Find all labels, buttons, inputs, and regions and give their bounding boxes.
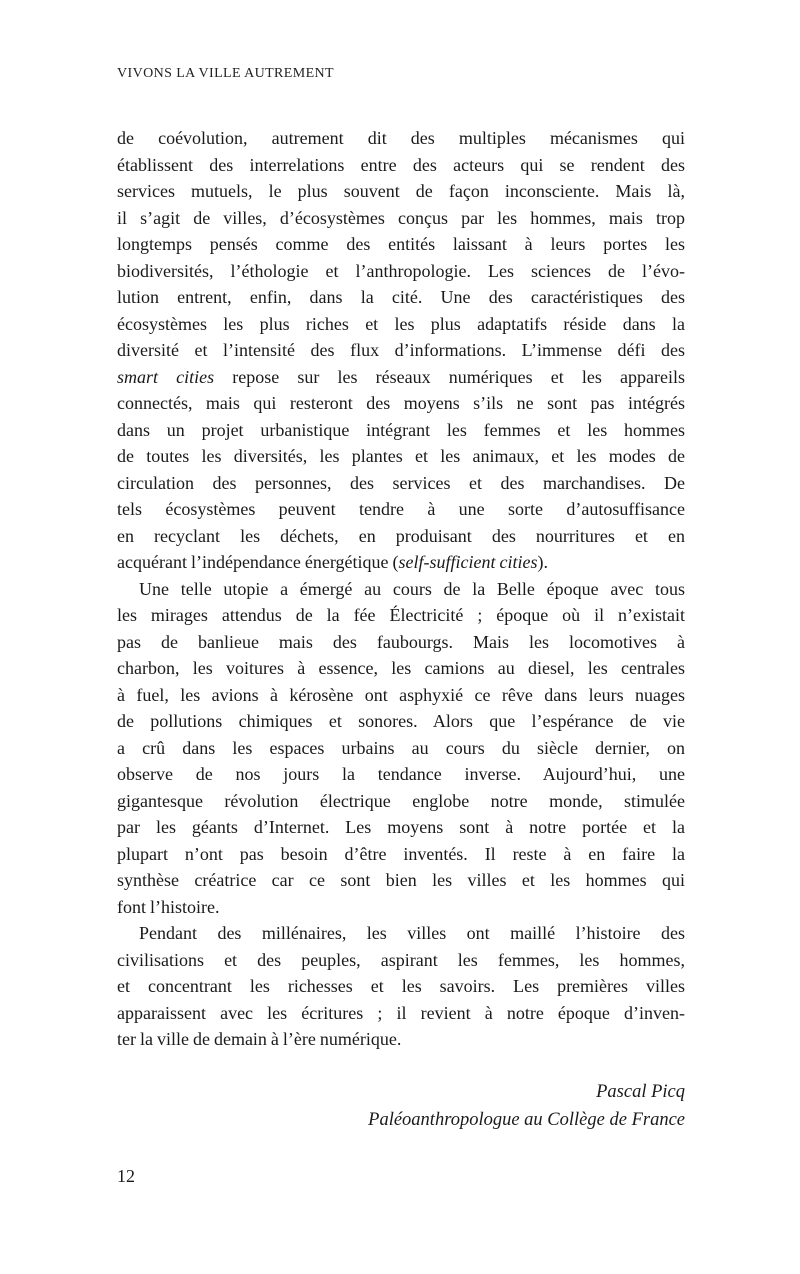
text-line: circulation des personnes, des services et des marchandises. De <box>117 472 685 493</box>
text-line: synthèse créatrice car ce sont bien les villes et les hommes qui <box>117 870 685 890</box>
text-line: Une telle utopie a émergé au cours de la Belle époque avec tous <box>139 578 685 599</box>
text-line: établissent des interrelations entre des acteurs qui se rendent des <box>117 154 685 175</box>
text-line: pas de banlieue mais des faubourgs. Mais les locomotives à <box>117 631 685 652</box>
body-text <box>117 125 685 1053</box>
text-line: biodiversités, l’éthologie et l’anthropologie. Les sciences de l’évo- <box>117 260 685 281</box>
text-line: font l’histoire. <box>117 896 220 917</box>
text-line: écosystèmes les plus riches et les plus adaptatifs réside dans la <box>117 313 685 334</box>
text-line: à fuel, les avions à kérosène ont asphyxié ce rêve dans leurs nuages <box>117 684 685 705</box>
running-header: VIVONS LA VILLE AUTREMENT <box>117 66 335 81</box>
page-number: 12 <box>117 1166 135 1186</box>
text-line: de toutes les diversités, les plantes et les animaux, et les modes de <box>117 446 685 466</box>
text-line: ter la ville de demain à l’ère numérique. <box>117 1029 402 1049</box>
text-line: apparaissent avec les écritures ; il revient à notre époque d’inven- <box>117 1002 685 1023</box>
signature-author: Pascal Picq <box>596 1082 685 1102</box>
text-line: de pollutions chimiques et sonores. Alors que l’espérance de vie <box>117 711 685 731</box>
text-line: services mutuels, le plus souvent de façon inconsciente. Mais là, <box>117 181 685 201</box>
text-line: a crû dans les espaces urbains au cours du siècle dernier, on <box>117 737 685 758</box>
paragraph <box>117 576 685 921</box>
text-line: dans un projet urbanistique intégrant les femmes et les hommes <box>117 419 685 440</box>
text-line: il s’agit de villes, d’écosystèmes conçus par les hommes, mais trop <box>117 207 685 228</box>
text-line: et concentrant les richesses et les savoirs. Les premières villes <box>117 976 685 996</box>
text-line: plupart n’ont pas besoin d’être inventés. Il reste à en faire la <box>117 843 685 864</box>
text-line: de coévolution, autrement dit des multiples mécanismes qui <box>117 128 685 148</box>
signature-role: Paléoanthropologue au Collège de France <box>368 1110 685 1130</box>
text-line: Pendant des millénaires, les villes ont maillé l’histoire des <box>139 923 685 943</box>
text-line: en recyclant les déchets, en produisant des nourritures et en <box>117 525 685 546</box>
text-line: observe de nos jours la tendance inverse. Aujourd’hui, une <box>117 764 685 784</box>
text-line: smart cities repose sur les réseaux numériques et les appareils <box>117 366 685 387</box>
text-line: gigantesque révolution électrique englobe notre monde, stimulée <box>117 790 685 811</box>
text-line: charbon, les voitures à essence, les camions au diesel, les centrales <box>117 658 685 678</box>
signature-block <box>117 1078 685 1134</box>
text-line: civilisations et des peuples, aspirant les femmes, les hommes, <box>117 949 685 970</box>
text-line: diversité et l’intensité des flux d’informations. L’immense défi des <box>117 340 685 360</box>
text-line: lution entrent, enfin, dans la cité. Une des caractéristiques des <box>117 287 685 307</box>
text-line: connectés, mais qui resteront des moyens s’ils ne sont pas intégrés <box>117 393 685 413</box>
text-line: acquérant l’indépendance énergétique (self-sufficient cities). <box>117 552 548 572</box>
text-line: les mirages attendus de la fée Électricité ; époque où il n’existait <box>117 605 685 625</box>
paragraph <box>117 920 685 1053</box>
text-line: tels écosystèmes peuvent tendre à une sorte d’autosuffisance <box>117 499 685 519</box>
text-line: longtemps pensés comme des entités laissant à leurs portes les <box>117 234 685 254</box>
text-line: par les géants d’Internet. Les moyens sont à notre portée et la <box>117 817 685 837</box>
paragraph <box>117 125 685 576</box>
